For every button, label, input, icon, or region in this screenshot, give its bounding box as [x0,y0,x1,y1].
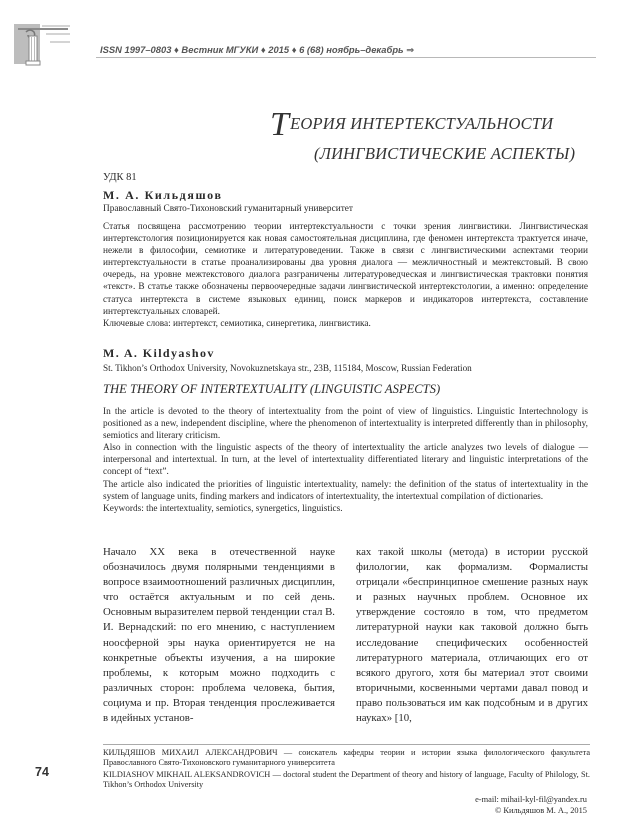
arrow-right-icon: ⇒ [406,44,415,55]
title-line-2: (ЛИНГВИСТИЧЕСКИЕ АСПЕКТЫ) [314,144,576,163]
body-column-right [356,545,588,726]
abstract-ru-text: Статья посвящена рассмотрению теории интертекстуальности с точки зрения лингвистики. Лингвистическая интертекстология позиционируется как новая самостоятельная дисциплина, где феномен интертекста трактуется иначе, нежели в философии, семиотике и литературоведении. Также в связи с лингвистическими аспектами теории интертекстуальности в статье проанализированы два уровня диалога — межличностный и межтекстовый. В свою очередь, на уровне межтекстового диалога разграничены литературоведческая и лингвистическая трактовки понятия «текст». В статье также обозначены первоочередные задачи лингвистической интертекстологии, а именно: определение статуса интертекста в системе языковых единиц, поиск маркеров и индикаторов интертекста, составление интертекстуальных словарей. [103,222,588,317]
header-divider [96,57,596,58]
title-line-1: ЕОРИЯ ИНТЕРТЕКСТУАЛЬНОСТИ [290,114,554,133]
year: 2015 [268,44,290,55]
udk-code: УДК 81 [103,172,137,183]
author-name-ru: М. А. Кильдяшов [103,188,223,202]
issn: ISSN 1997–0803 [100,44,172,55]
article-title-ru [270,106,600,164]
abstract-en [103,406,588,515]
body-text-left: Начало XX века в отечественной науке обозначилось двумя полярными тенденциями в вопросе взаимоотношений различных дисциплин, что остаётся актуальным и по сей день. Основным выразителем первой тенденции стал В. И. Вернадский: по его мнению, с наступлением ноосферной эры наука ориентируется не на конкретные объекты изучения, а на широкие проблемы, к которым можно подходить с различных сторон: проблема человека, бытия, социума и пр. Вторая тенденция прослеживается в идейных установ- [103,546,336,725]
title-initial: Т [270,106,290,143]
page-number: 74 [35,765,49,779]
running-header: ISSN 1997–0803 ♦ Вестник МГУКИ ♦ 2015 ♦ 6 (68) ноябрь–декабрь ⇒ [100,44,415,55]
affiliation-en: St. Tikhon’s Orthodox University, Novokuznetskaya str., 23B, 115184, Moscow, Russian Federation [103,363,472,373]
issue: 6 (68) ноябрь–декабрь [299,44,404,55]
body-column-left [103,545,335,726]
article-title-en: THE THEORY OF INTERTEXTUALITY (LINGUISTIC ASPECTS) [103,382,441,396]
author-info-ru: КИЛЬДЯШОВ МИХАИЛ АЛЕКСАНДРОВИЧ — соискатель кафедры теории и истории языка филологического факультета Православного Свято-Тихоновского гуманитарного университета [103,748,590,768]
footnote-divider [103,744,590,745]
body-text-right: ках такой школы (метода) в истории русской филологии, как формализм. Формалисты отрицали «беспринципное смешение разных наук и разных научных проблем. Основное их утверждение состояло в том, что предметом литературной науки как таковой должно быть исследование специфических особенностей литературного материала, отличающих его от всякого другого, хотя бы материал этот своими вторичными, косвенными чертами давал повод и право пользоваться им как подсобным и в других науках» [10, [356,546,588,725]
abstract-en-paragraph: The article also indicated the priorities of linguistic intertextuality, namely: the definition of the status of intertextuality in the system of language units, finding markers and indicators of intertextuality, the intertextual compilation of dictionaries. [103,479,588,502]
keywords-en: Keywords: the intertextuality, semiotics, synergetics, linguistics. [103,503,343,514]
copyright: © Кильдяшов М. А., 2015 [494,806,587,815]
author-info-en: KILDIASHOV MIKHAIL ALEKSANDROVICH — doctoral student the Department of theory and history of language, Faculty of Philology, St. Tikhon’s Orthodox University [103,770,590,790]
affiliation-ru: Православный Свято-Тихоновский гуманитарный университет [103,204,353,214]
journal-logo-icon [14,22,76,72]
abstract-ru [103,221,588,330]
keywords-ru: Ключевые слова: интертекст, семиотика, синергетика, лингвистика. [103,318,371,329]
journal-name: Вестник МГУКИ [181,44,259,55]
author-name-en: M. A. Kildyashov [103,346,215,360]
abstract-en-paragraph: Also in connection with the linguistic aspects of the theory of intertextuality the article analyzes two levels of dialogue — interpersonal and intertextual. In turn, at the level of intertextuality differentiated literary and linguistic interpretations of the concept of “text”. [103,443,588,478]
author-email: e-mail: mihail-kyl-fil@yandex.ru [475,795,587,804]
abstract-en-paragraph: In the article is devoted to the theory of intertextuality from the point of view of linguistics. Linguistic Intertechnology is positioned as a new, independent discipline, where the phenomenon of intertextuality is interpreted differently than in philosophy, semiotics and literary criticism. [103,407,588,442]
